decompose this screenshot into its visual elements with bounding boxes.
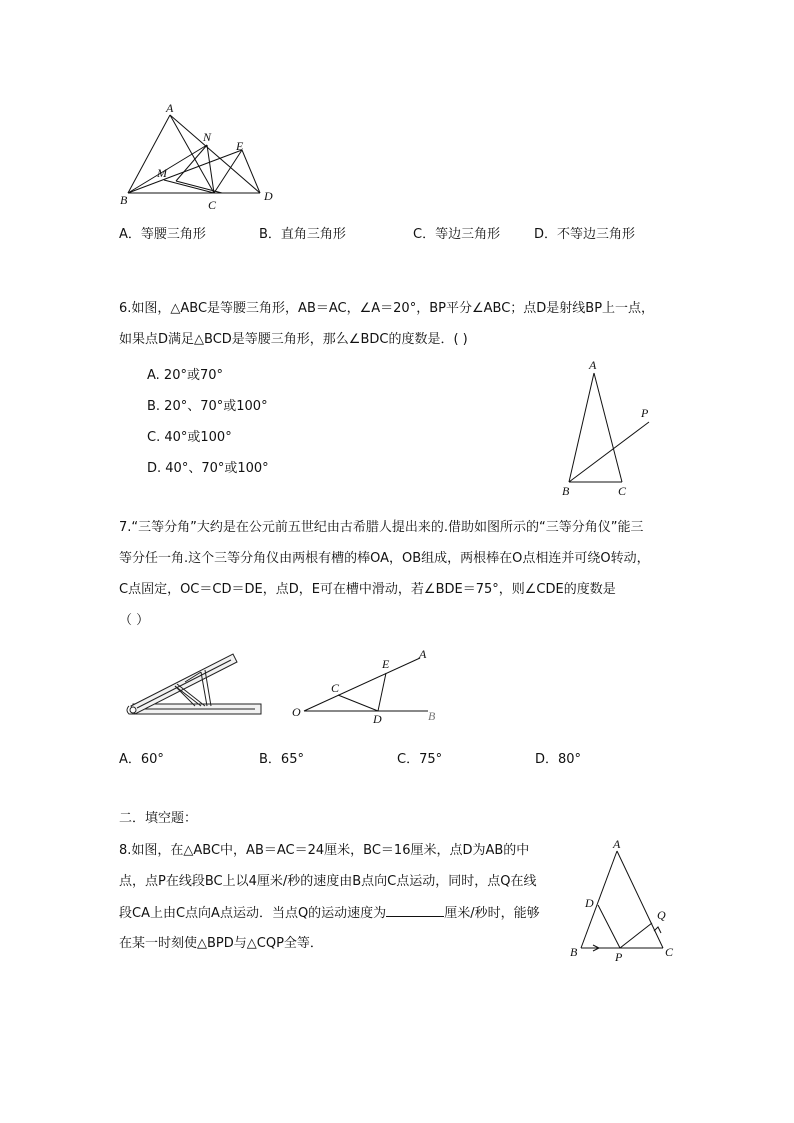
q8-label-C: C — [665, 945, 674, 959]
q5-option-c: C．等边三角形 — [413, 227, 501, 242]
q6-stem-line1: 6.如图，△ABC是等腰三角形，AB＝AC，∠A＝20°，BP平分∠ABC；点D是射线BP上一点， — [119, 301, 655, 316]
q7-figure — [288, 645, 443, 725]
q5-option-b: B．直角三角形 — [259, 227, 346, 242]
q5-label-N: N — [203, 130, 212, 144]
q6-figure — [555, 355, 665, 500]
q5-option-d: D．不等边三角形 — [534, 227, 636, 242]
q8-line3-before: 段CA上由C点向A点运动．当点Q的运动速度为 — [119, 906, 387, 921]
q7-option-c: C．75° — [397, 752, 443, 767]
q8-label-A: A — [613, 837, 621, 851]
q7-label-A: A — [419, 647, 427, 661]
q7-stem-line4: （ ） — [119, 613, 150, 628]
q7-stem-line2: 等分任一角.这个三等分角仪由两根有槽的棒OA，OB组成，两根棒在O点相连并可绕O转动， — [119, 551, 650, 566]
q8-stem-line1: 8.如图，在△ABC中，AB＝AC＝24厘米，BC＝16厘米，点D为AB的中 — [119, 843, 530, 858]
q7-label-D: D — [373, 712, 382, 726]
q8-stem-line4: 在某一时刻使△BPD与△CQP全等． — [119, 936, 323, 951]
q5-label-E: E — [236, 139, 244, 153]
q7-stem-line3: C点固定，OC＝CD＝DE，点D，E可在槽中滑动，若∠BDE＝75°，则∠CDE的度数是 — [119, 582, 616, 597]
q8-answer-blank[interactable] — [386, 904, 444, 917]
q6-label-A: A — [589, 358, 597, 372]
q6-option-a: A. 20°或70° — [147, 368, 224, 383]
q7-label-O: O — [292, 705, 301, 719]
q6-option-c: C. 40°或100° — [147, 430, 232, 445]
q7-option-d: D．80° — [535, 752, 582, 767]
q6-label-C: C — [618, 484, 627, 498]
q7-label-C: C — [331, 681, 340, 695]
q8-stem-line2: 点，点P在线段BC上以4厘米/秒的速度由B点向C点运动，同时，点Q在线 — [119, 874, 537, 889]
q6-label-P: P — [641, 406, 649, 420]
q8-stem-line3 — [119, 904, 540, 923]
section-title-fill-in: 二．填空题： — [119, 811, 198, 826]
q6-option-d: D. 40°、70°或100° — [147, 461, 269, 476]
q5-label-D: D — [264, 189, 273, 203]
q5-label-B: B — [120, 193, 128, 207]
q6-label-B: B — [562, 484, 570, 498]
q5-label-M: M — [157, 166, 167, 180]
q8-label-D: D — [585, 896, 594, 910]
q5-figure — [110, 100, 290, 210]
q8-label-P: P — [615, 950, 623, 964]
q5-option-a: A．等腰三角形 — [119, 227, 206, 242]
q8-label-Q: Q — [657, 908, 666, 922]
q5-label-C: C — [208, 198, 217, 212]
q5-label-A: A — [166, 101, 174, 115]
q6-stem-line2: 如果点D满足△BCD是等腰三角形，那么∠BDC的度数是．( ) — [119, 332, 468, 347]
q8-figure — [565, 835, 685, 965]
q8-label-B: B — [570, 945, 578, 959]
q7-stem-line1: 7.“三等分角”大约是在公元前五世纪由古希腊人提出来的.借助如图所示的“三等分角仪”能三 — [119, 520, 644, 535]
q7-label-B: B — [428, 709, 436, 723]
q7-option-a: A．60° — [119, 752, 164, 767]
q6-option-b: B. 20°、70°或100° — [147, 399, 268, 414]
q8-line3-after: 厘米/秒时，能够 — [444, 906, 540, 921]
q7-option-b: B．65° — [259, 752, 304, 767]
q7-label-E: E — [382, 657, 390, 671]
trisector-device-illustration — [125, 648, 270, 723]
